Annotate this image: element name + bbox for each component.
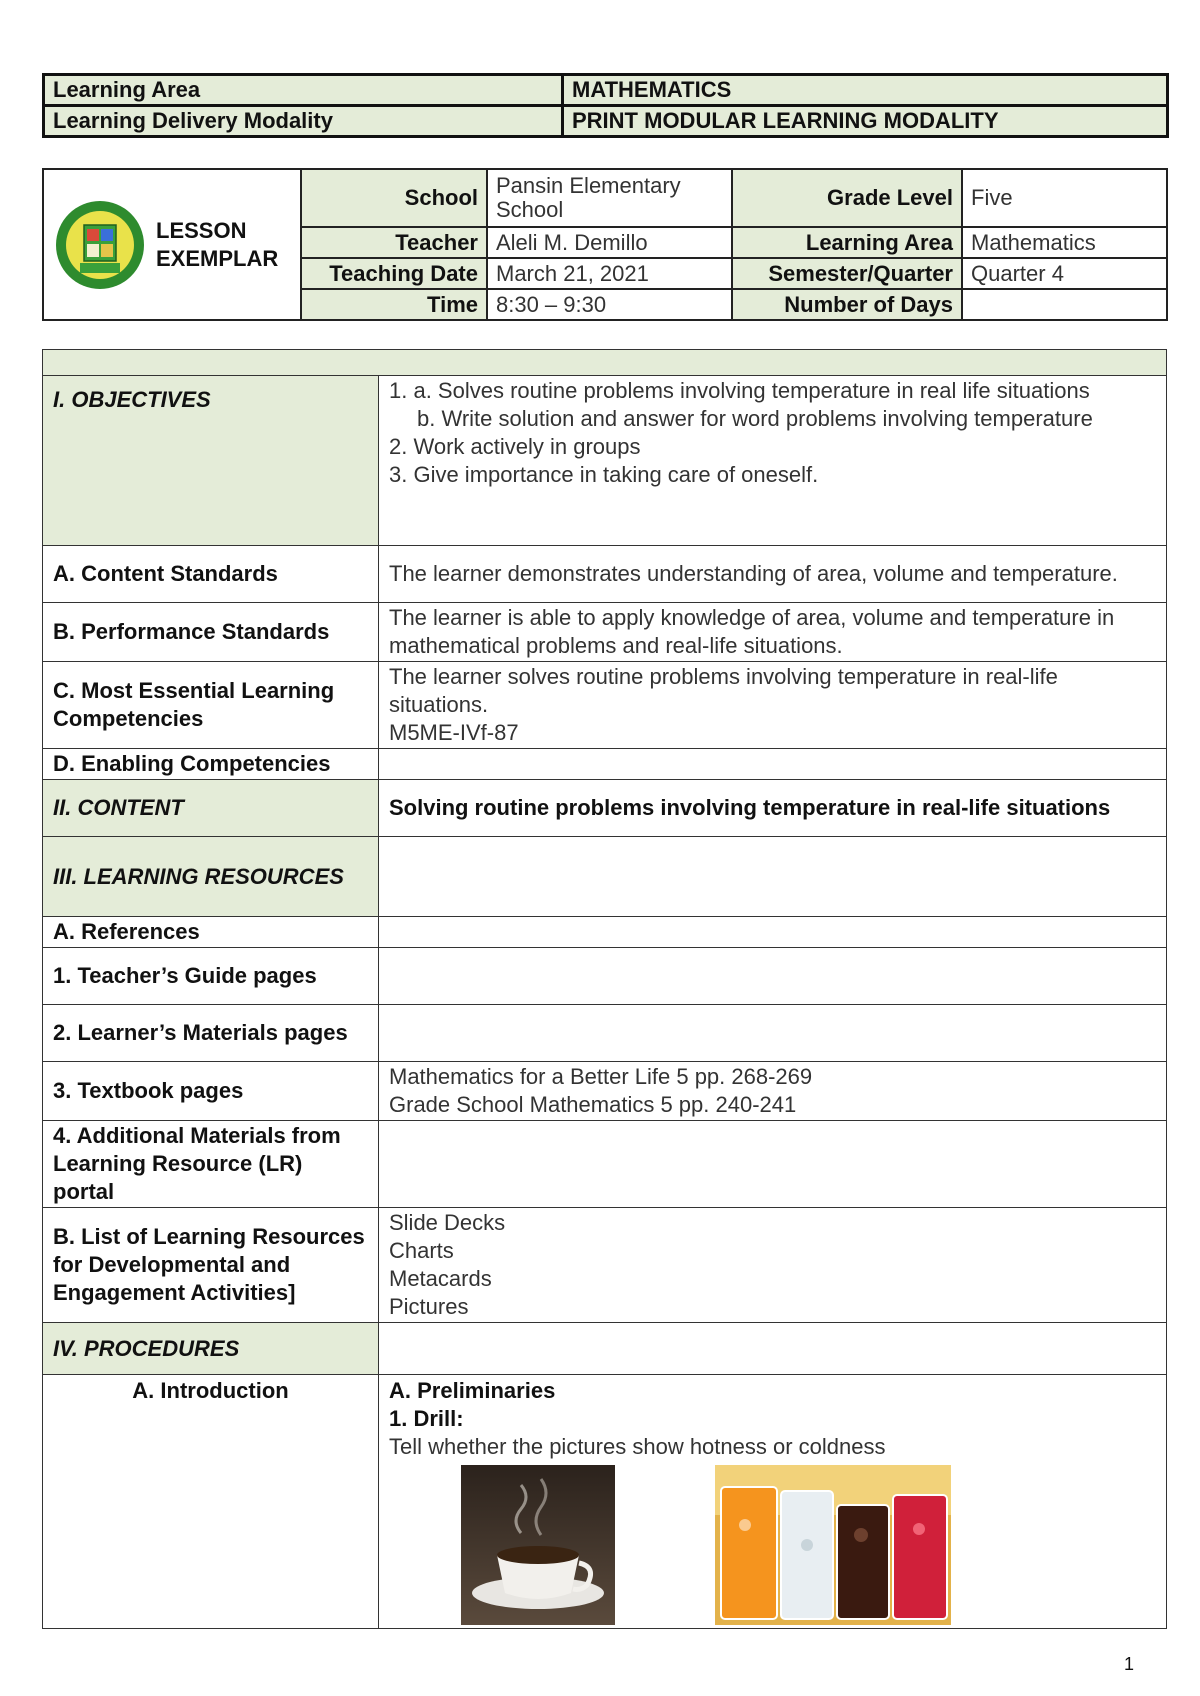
teacher-label: Teacher <box>301 227 487 258</box>
textbook-line-1: Mathematics for a Better Life 5 pp. 268-269 <box>389 1064 813 1089</box>
quarter-label: Semester/Quarter <box>732 258 962 289</box>
enabling-competencies-label: D. Enabling Competencies <box>43 749 379 780</box>
cold-drinks-picture <box>715 1465 951 1625</box>
objectives-value <box>379 376 1167 546</box>
objective-3: 3. Give importance in taking care of oneself. <box>389 462 819 487</box>
performance-standards-value: The learner is able to apply knowledge of area, volume and temperature in mathematical problems and real-life situations. <box>379 603 1167 662</box>
objective-1a: 1. a. Solves routine problems involving temperature in real life situations <box>389 378 1090 403</box>
additional-materials-label: 4. Additional Materials from Learning Resource (LR) portal <box>43 1121 379 1208</box>
textbook-line-2: Grade School Mathematics 5 pp. 240-241 <box>389 1092 797 1117</box>
learners-materials-value <box>379 1005 1167 1062</box>
content-label: II. CONTENT <box>43 780 379 837</box>
header-table <box>42 73 1169 138</box>
melc-label: C. Most Essential Learning Competencies <box>43 662 379 749</box>
objectives-label: I. OBJECTIVES <box>43 376 379 546</box>
objective-2: 2. Work actively in groups <box>389 434 641 459</box>
learning-area-value: MATHEMATICS <box>563 75 1168 106</box>
school-value: Pansin Elementary School <box>487 169 732 227</box>
info-learning-area-label: Learning Area <box>732 227 962 258</box>
resource-item: Pictures <box>389 1294 469 1319</box>
objective-1b: b. Write solution and answer for word problems involving temperature <box>417 406 1093 431</box>
textbook-pages-label: 3. Textbook pages <box>43 1062 379 1121</box>
learners-materials-label: 2. Learner’s Materials pages <box>43 1005 379 1062</box>
drill-instruction: Tell whether the pictures show hotness or coldness <box>389 1434 886 1459</box>
introduction-value <box>379 1375 1167 1629</box>
logo-cell <box>43 169 301 320</box>
time-value: 8:30 – 9:30 <box>487 289 732 320</box>
teachers-guide-value <box>379 948 1167 1005</box>
resource-item: Metacards <box>389 1266 492 1291</box>
content-standards-label: A. Content Standards <box>43 546 379 603</box>
number-of-days-value <box>962 289 1167 320</box>
number-of-days-label: Number of Days <box>732 289 962 320</box>
resource-item: Slide Decks <box>389 1210 506 1235</box>
melc-text: The learner solves routine problems involving temperature in real-life situations. <box>389 664 1058 717</box>
list-of-resources-label: B. List of Learning Resources for Developmental and Engagement Activities] <box>43 1208 379 1323</box>
learning-resources-label: III. LEARNING RESOURCES <box>43 837 379 917</box>
resource-item: Charts <box>389 1238 454 1263</box>
teaching-date-value: March 21, 2021 <box>487 258 732 289</box>
melc-code: M5ME-IVf-87 <box>389 720 519 745</box>
content-value: Solving routine problems involving temperature in real-life situations <box>379 780 1167 837</box>
lesson-title-line2: EXEMPLAR <box>156 245 279 271</box>
modality-label: Learning Delivery Modality <box>44 106 563 137</box>
info-learning-area-value: Mathematics <box>962 227 1167 258</box>
performance-standards-label: B. Performance Standards <box>43 603 379 662</box>
list-of-resources-value <box>379 1208 1167 1323</box>
grade-level-label: Grade Level <box>732 169 962 227</box>
drill-heading: 1. Drill: <box>389 1406 464 1431</box>
drill-pictures <box>389 1465 1156 1627</box>
enabling-competencies-value <box>379 749 1167 780</box>
time-label: Time <box>301 289 487 320</box>
lesson-info-table <box>42 168 1168 321</box>
teaching-date-label: Teaching Date <box>301 258 487 289</box>
textbook-pages-value <box>379 1062 1167 1121</box>
melc-value <box>379 662 1167 749</box>
quarter-value: Quarter 4 <box>962 258 1167 289</box>
teacher-value: Aleli M. Demillo <box>487 227 732 258</box>
modality-value: PRINT MODULAR LEARNING MODALITY <box>563 106 1168 137</box>
learning-area-label: Learning Area <box>44 75 563 106</box>
introduction-label: A. Introduction <box>43 1375 379 1629</box>
main-header-band <box>43 350 1167 376</box>
school-label: School <box>301 169 487 227</box>
references-label: A. References <box>43 917 379 948</box>
preliminaries-heading: A. Preliminaries <box>389 1378 556 1403</box>
procedures-label: IV. PROCEDURES <box>43 1323 379 1375</box>
lesson-main-table <box>42 349 1167 1629</box>
lesson-title-line1: LESSON <box>156 217 247 243</box>
grade-level-value: Five <box>962 169 1167 227</box>
content-standards-value: The learner demonstrates understanding of area, volume and temperature. <box>379 546 1167 603</box>
learning-resources-value <box>379 837 1167 917</box>
procedures-value <box>379 1323 1167 1375</box>
references-value <box>379 917 1167 948</box>
hot-coffee-cup-picture <box>461 1465 615 1625</box>
additional-materials-value <box>379 1121 1167 1208</box>
school-seal-icon <box>54 199 146 291</box>
teachers-guide-label: 1. Teacher’s Guide pages <box>43 948 379 1005</box>
page-number: 1 <box>1124 1654 1135 1674</box>
